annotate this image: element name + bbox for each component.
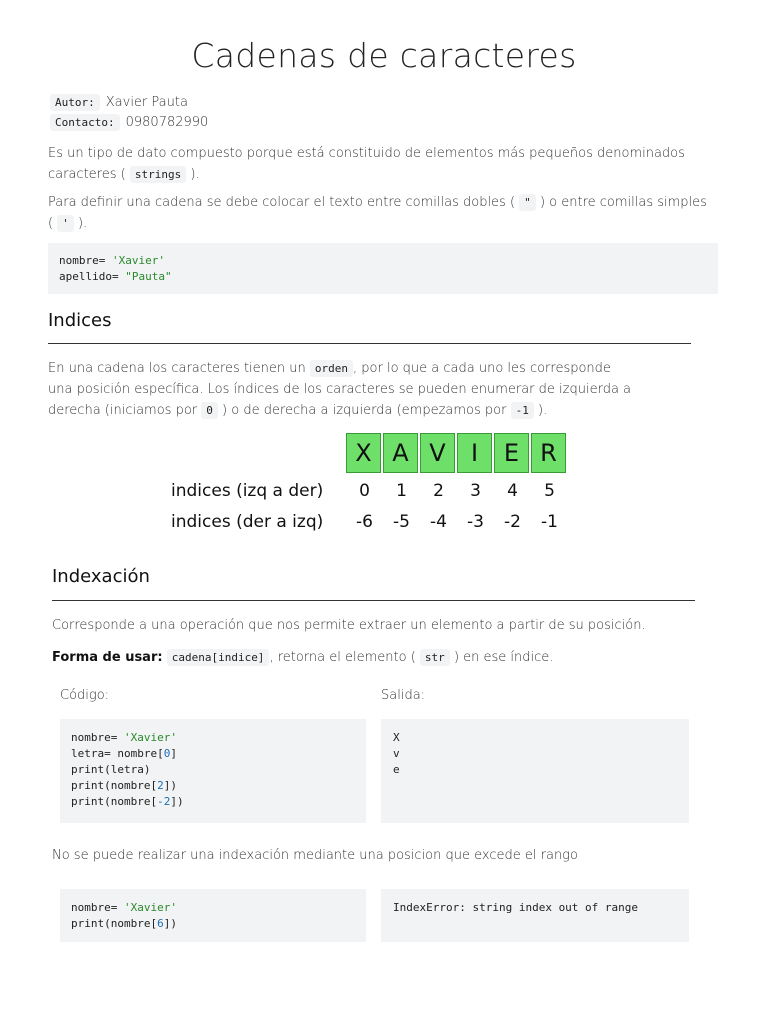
code-var: apellido= [59, 270, 126, 283]
code-string: 'Xavier' [111, 254, 165, 267]
author-row [50, 95, 188, 110]
code-line: nombre= 'Xavier' [71, 731, 177, 744]
intro-text: caracteres ( [48, 167, 126, 182]
code-line: print(letra) [71, 763, 151, 776]
inline-code-orden: orden [310, 360, 353, 377]
indices-text: derecha (iniciamos por [48, 403, 198, 418]
inline-code-minus-one: -1 [511, 402, 534, 419]
error-line: IndexError: string index out of range [393, 901, 639, 914]
inline-code-zero: 0 [201, 402, 218, 419]
intro-paragraph-2 [48, 192, 738, 234]
index-number: -1 [541, 512, 558, 532]
usage-label: Forma de usar: [52, 650, 163, 665]
code-line: nombre= 'Xavier' [71, 901, 177, 914]
code-line: letra= nombre[0] [71, 747, 177, 760]
code-line [59, 269, 707, 285]
code-block-indexing [60, 719, 366, 823]
output-line: X [393, 731, 400, 744]
intro-line-3 [48, 192, 738, 213]
intro-line-2 [48, 164, 728, 185]
indexacion-paragraph: Corresponde a una operación que nos permite extraer un elemento a partir de su posición. [52, 618, 646, 633]
code-var: nombre= [59, 254, 112, 267]
indices-line-1 [48, 358, 728, 379]
inline-code-strings: strings [130, 166, 186, 183]
label-positive-indices: indices (izq a der) [171, 481, 324, 501]
letter-cell: X [346, 433, 381, 473]
code-string: "Pauta" [125, 270, 172, 283]
page-title: Cadenas de caracteres [191, 36, 577, 75]
contact-row [50, 115, 208, 130]
label-negative-indices: indices (der a izq) [171, 512, 324, 532]
indices-text: ) o de derecha a izquierda (empezamos por [222, 403, 507, 418]
code-line [59, 253, 707, 269]
letter-cell: V [420, 433, 455, 473]
intro-text: ) o entre comillas simples [539, 195, 707, 210]
usage-text: , retorna el elemento ( [269, 650, 416, 665]
output-line: v [393, 747, 400, 760]
section-heading-indexacion: Indexación [52, 566, 150, 587]
index-number: -2 [504, 512, 521, 532]
usage-text: ) en ese índice. [453, 650, 554, 665]
intro-paragraph-1 [48, 143, 728, 185]
column-heading-output: Salida: [381, 688, 426, 703]
letter-cells [346, 433, 568, 473]
intro-text: Para definir una cadena se debe colocar el texto entre comillas dobles ( [48, 195, 516, 210]
index-number: 0 [359, 481, 370, 501]
index-number: 3 [470, 481, 481, 501]
code-line: print(nombre[2]) [71, 779, 177, 792]
code-line: print(nombre[6]) [71, 917, 177, 930]
indices-paragraph [48, 358, 728, 421]
indices-text: ). [538, 403, 548, 418]
column-heading-code: Código: [60, 688, 110, 703]
code-block-out-of-range [60, 889, 366, 942]
output-line: e [393, 763, 400, 776]
index-number: 2 [433, 481, 444, 501]
indices-line-2: una posición específica. Los índices de los caracteres se pueden enumerar de izquierda a [48, 382, 632, 397]
index-number: -3 [467, 512, 484, 532]
letter-cell: E [494, 433, 529, 473]
intro-line-4 [48, 213, 738, 234]
usage-line [52, 647, 752, 668]
index-number: -5 [393, 512, 410, 532]
intro-line-1: Es un tipo de dato compuesto porque está constituido de elementos más pequeños denominados [48, 146, 685, 161]
section-divider [48, 343, 691, 344]
inline-code-usage: cadena[indice] [167, 649, 270, 666]
index-number: 4 [507, 481, 518, 501]
contact-value: 0980782990 [125, 115, 209, 130]
output-block-indexing [381, 719, 689, 823]
positive-index-row [346, 481, 568, 501]
output-block-error [381, 889, 689, 942]
contact-key: Contacto: [50, 114, 120, 131]
letter-cell: R [531, 433, 566, 473]
index-number: -4 [430, 512, 447, 532]
inline-code-str: str [420, 649, 450, 666]
index-number: -6 [356, 512, 373, 532]
intro-text: ). [77, 216, 88, 231]
negative-index-row [346, 512, 568, 532]
indices-text: En una cadena los caracteres tienen un [48, 361, 306, 376]
code-line: print(nombre[-2]) [71, 795, 184, 808]
letter-cell: I [457, 433, 492, 473]
range-paragraph: No se puede realizar una indexación mediante una posicion que excede el rango [52, 848, 578, 863]
intro-text: ). [190, 167, 200, 182]
inline-code-single-quote: ' [57, 215, 74, 232]
author-key: Autor: [50, 94, 100, 111]
index-number: 1 [396, 481, 407, 501]
letter-cell: A [383, 433, 418, 473]
intro-text: ( [48, 216, 54, 231]
inline-code-double-quote: " [519, 194, 536, 211]
section-divider [52, 600, 695, 601]
code-block-definition [48, 243, 718, 294]
author-value: Xavier Pauta [105, 95, 188, 110]
indices-line-3 [48, 400, 728, 421]
index-number: 5 [544, 481, 555, 501]
indices-text: , por lo que a cada uno les corresponde [353, 361, 611, 376]
section-heading-indices: Indices [48, 310, 112, 331]
